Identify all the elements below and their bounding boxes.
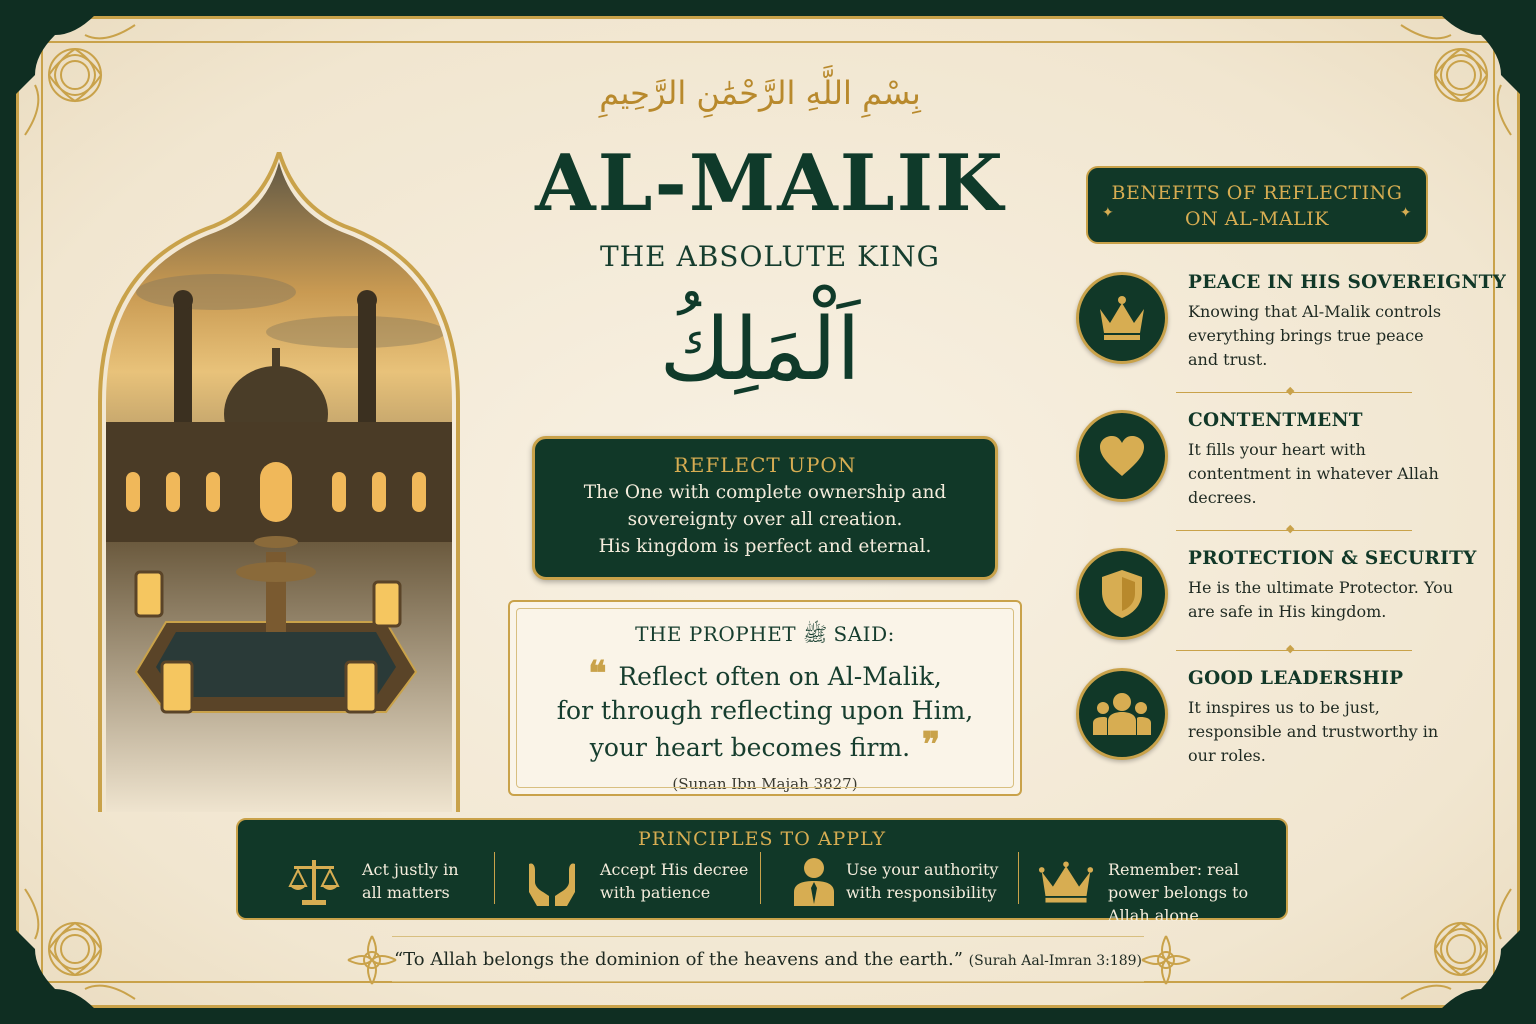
reflect-upon-box (532, 436, 998, 580)
footer-quote (392, 936, 1144, 982)
praying-hands-icon (524, 854, 580, 910)
rosette-icon (346, 934, 398, 986)
benefit-text: Knowing that Al-Malik controls everything brings true peace and trust. (1188, 302, 1442, 369)
benefit-text: He is the ultimate Protector. You are safe in His kingdom. (1188, 578, 1454, 621)
hadith-line: your heart becomes firm. (589, 733, 911, 762)
principles-title: PRINCIPLES TO APPLY (637, 828, 887, 850)
divider (1018, 852, 1019, 904)
shield-icon (1076, 548, 1168, 640)
sparkle-icon: ✦ (1399, 205, 1412, 221)
principles-bar (236, 818, 1288, 925)
corner-ornament-icon (15, 869, 155, 1009)
principle-text: Use your authority with responsibility (846, 860, 999, 902)
benefit-title: CONTENTMENT (1188, 410, 1363, 431)
mosque-illustration-icon (96, 152, 462, 812)
divider (760, 852, 761, 904)
reflect-upon-title: REFLECT UPON (673, 453, 857, 477)
benefit-text: It fills your heart with contentment in whatever Allah decrees. (1188, 440, 1439, 507)
page-title: AL-MALIK (535, 138, 1005, 229)
principle-text: Remember: real power belongs to Allah alone (1108, 860, 1249, 925)
rosette-icon (1140, 934, 1192, 986)
divider (1176, 392, 1412, 393)
divider (1176, 530, 1412, 531)
divider (494, 852, 495, 904)
person-icon (786, 854, 842, 910)
open-quote-icon: ❝ (588, 654, 619, 694)
people-icon (1076, 668, 1168, 760)
divider (1176, 650, 1412, 651)
page-subtitle: THE ABSOLUTE KING (600, 240, 940, 273)
corner-ornament-icon (1381, 15, 1521, 155)
arabic-name-calligraphy: اَلْمَلِكُ (659, 300, 861, 400)
corner-ornament-icon (1381, 869, 1521, 1009)
heart-icon (1076, 410, 1168, 502)
hadith-source: (Sunan Ibn Majah 3827) (672, 775, 858, 793)
bismillah-calligraphy: بِسْمِ اللَّهِ الرَّحْمَٰنِ الرَّحِيمِ (599, 74, 921, 112)
benefits-header-line: ON AL-MALIK (1185, 208, 1329, 230)
close-quote-icon: ❞ (910, 725, 941, 765)
hadith-quote (510, 654, 1020, 765)
reflect-line: His kingdom is perfect and eternal. (598, 536, 932, 557)
hadith-line: for through reflecting upon Him, (556, 696, 974, 725)
reflect-line: sovereignty over all creation. (627, 509, 903, 530)
principle-text: Act justly in all matters (362, 860, 459, 902)
benefit-title: PROTECTION & SECURITY (1188, 548, 1477, 569)
hadith-line: Reflect often on Al-Malik, (618, 662, 942, 691)
benefit-title: PEACE IN HIS SOVEREIGNTY (1188, 272, 1507, 293)
reflect-line: The One with complete ownership and (583, 482, 947, 503)
hadith-title: THE PROPHET ﷺ SAID: (635, 622, 895, 646)
mosque-arch-image (96, 152, 462, 812)
benefit-text: It inspires us to be just, responsible and trustworthy in our roles. (1188, 698, 1439, 765)
crown-icon (1076, 272, 1168, 364)
principle-text: Accept His decree with patience (600, 860, 749, 902)
sparkle-icon: ✦ (1102, 205, 1115, 221)
reflect-upon-text (535, 479, 995, 560)
footer-quote-text: “To Allah belongs the dominion of the heavens and the earth.” (393, 949, 963, 970)
hadith-box (508, 600, 1022, 796)
corner-ornament-icon (15, 15, 155, 155)
crown-icon (1038, 854, 1094, 910)
benefits-header (1086, 166, 1428, 244)
benefits-header-line: BENEFITS OF REFLECTING (1111, 182, 1403, 204)
benefit-title: GOOD LEADERSHIP (1188, 668, 1404, 689)
scales-icon (286, 854, 342, 910)
footer-quote-source: (Surah Aal-Imran 3:189) (968, 953, 1143, 969)
